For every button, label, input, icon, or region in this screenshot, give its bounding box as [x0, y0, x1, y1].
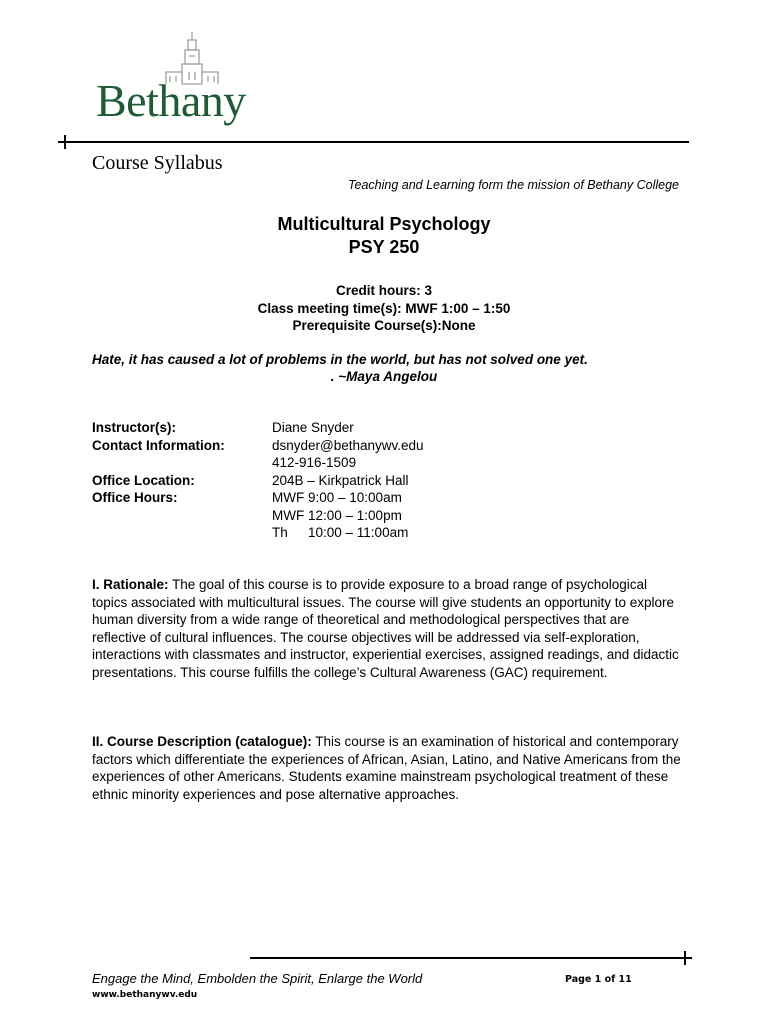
office-hours-row: [92, 489, 424, 507]
credit-hours: Credit hours: 3: [335, 283, 432, 298]
instructor-name: Diane Snyder: [272, 420, 354, 435]
logo-wordmark: Bethany: [96, 75, 246, 126]
office-location: 204B – Kirkpatrick Hall: [272, 472, 409, 488]
instructor-info: [92, 419, 424, 542]
prerequisite: Prerequisite Course(s):None: [292, 318, 476, 333]
document-type-label: Course Syllabus: [92, 152, 223, 174]
epigraph-author: . ~Maya Angelou: [330, 369, 438, 384]
course-title: Multicultural Psychology: [277, 214, 491, 234]
office-label: Office Location:: [92, 472, 195, 488]
instructor-email: dsnyder@bethanywv.edu: [272, 437, 424, 453]
course-description-section: [92, 733, 682, 803]
footer-motto: Engage the Mind, Embolden the Spirit, Enlarge the World: [92, 971, 423, 986]
course-description-body: This course is an examination of historical and contemporary factors which differentiate the experiences of African, Asian, Latino, and Native Americans from the experiences of other Americans. Students examine mainstream psychological treatment of these ethnic minority experiences and pose alternative approaches.: [92, 734, 681, 802]
instructor-label: Instructor(s):: [92, 420, 176, 435]
office-hours-label: Office Hours:: [92, 490, 178, 505]
meeting-time: Class meeting time(s): MWF 1:00 – 1:50: [257, 300, 511, 316]
instructor-row: [92, 419, 424, 437]
office-hours-entry: Th 10:00 – 11:00am: [272, 525, 409, 540]
course-meta: [0, 282, 768, 335]
rationale-heading: I. Rationale:: [92, 577, 169, 592]
epigraph-quote: Hate, it has caused a lot of problems in the world, but has not solved one yet.: [92, 352, 588, 367]
office-row: [92, 472, 424, 490]
contact-row: [92, 437, 424, 455]
header-rule: [62, 141, 689, 143]
course-code: PSY 250: [348, 237, 420, 257]
page-number: Page 1 of 11: [565, 974, 632, 985]
crop-mark-icon: [678, 951, 692, 965]
contact-label: Contact Information:: [92, 437, 225, 453]
phone-row: [92, 454, 424, 472]
mission-statement: Teaching and Learning form the mission of Bethany College: [348, 178, 679, 192]
office-hours-entry: MWF 9:00 – 10:00am: [272, 490, 402, 505]
footer-rule: [250, 957, 688, 959]
bethany-logo: [96, 28, 288, 128]
office-hours-row: [92, 524, 424, 542]
office-hours-row: [92, 507, 424, 525]
footer-url: www.bethanywv.edu: [92, 990, 198, 1000]
instructor-phone: 412-916-1509: [272, 455, 357, 470]
rationale-body: The goal of this course is to provide exposure to a broad range of psychological topics associated with multicultural issues. The course will give students an opportunity to explore human diversity from a wide range of theoretical and methodological perspectives that are reflective of cultural influences. The course objectives will be addressed via self-exploration, interactions with classmates and instructor, experiential exercises, assigned readings, and didactic presentations. This course fulfills the college’s Cultural Awareness (GAC) requirement.: [92, 577, 679, 680]
office-hours-entry: MWF 12:00 – 1:00pm: [272, 507, 402, 523]
course-description-heading: II. Course Description (catalogue):: [92, 734, 312, 749]
rationale-section: [92, 576, 682, 681]
crop-mark-icon: [58, 135, 72, 149]
